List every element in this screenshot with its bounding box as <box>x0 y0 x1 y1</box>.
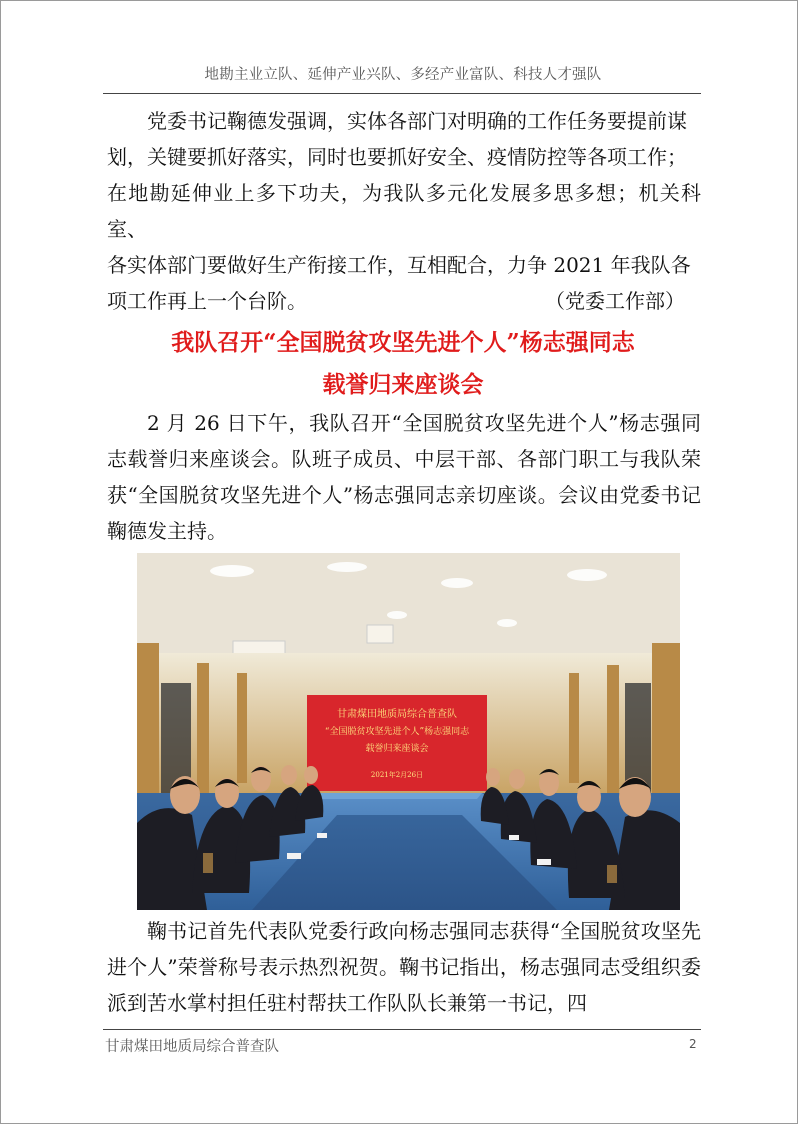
footer-organization: 甘肃煤田地质局综合普查队 <box>105 1039 279 1055</box>
banner-line1: 甘肃煤田地质局综合普查队 <box>337 709 457 720</box>
article-intro-paragraph: 2 月 26 日下午，我队召开“全国脱贫攻坚先进个人”杨志强同志载誉归来座谈会。队班子成员、中层干部、各部门职工与我队荣获“全国脱贫攻坚先进个人”杨志强同志亲切座谈。会议由党委书记鞠德发主持。 <box>107 411 701 543</box>
article-body-paragraph: 鞠书记首先代表队党委行政向杨志强同志获得“全国脱贫攻坚先进个人”荣誉称号表示热烈祝贺。鞠书记指出，杨志强同志受组织委派到苦水掌村担任驻村帮扶工作队队长兼第一书记，四 <box>107 919 701 1015</box>
header-divider <box>103 93 701 94</box>
section1-line: 各实体部门要做好生产衔接工作，互相配合，力争 2021 年我队各 <box>107 253 691 277</box>
page-header-slogan: 地勘主业立队、延伸产业兴队、多经产业富队、科技人才强队 <box>204 67 602 83</box>
section1-line: 党委书记鞠德发强调，实体各部门对明确的工作任务要提前谋 <box>147 109 687 133</box>
banner-line2: “全国脱贫攻坚先进个人”杨志强同志 <box>324 727 470 737</box>
banner-date: 2021年2月26日 <box>370 771 424 779</box>
footer-divider <box>103 1029 701 1030</box>
section1-line: 划，关键要抓好落实，同时也要抓好安全、疫情防控等各项工作； <box>107 145 687 169</box>
banner-line3: 载誉归来座谈会 <box>365 744 429 754</box>
article-headline-line1: 我队召开“全国脱贫攻坚先进个人”杨志强同志 <box>171 329 635 356</box>
meeting-photo-svg <box>137 553 680 910</box>
section1-attribution: （党委工作部） <box>545 289 685 313</box>
section1-line: 项工作再上一个台阶。 <box>107 289 307 313</box>
page-number: 2 <box>689 1037 697 1051</box>
article-headline-line2: 载誉归来座谈会 <box>322 371 484 398</box>
meeting-photo <box>137 553 680 910</box>
section1-line: 在地勘延伸业上多下功夫，为我队多元化发展多思多想；机关科室、 <box>107 181 701 241</box>
